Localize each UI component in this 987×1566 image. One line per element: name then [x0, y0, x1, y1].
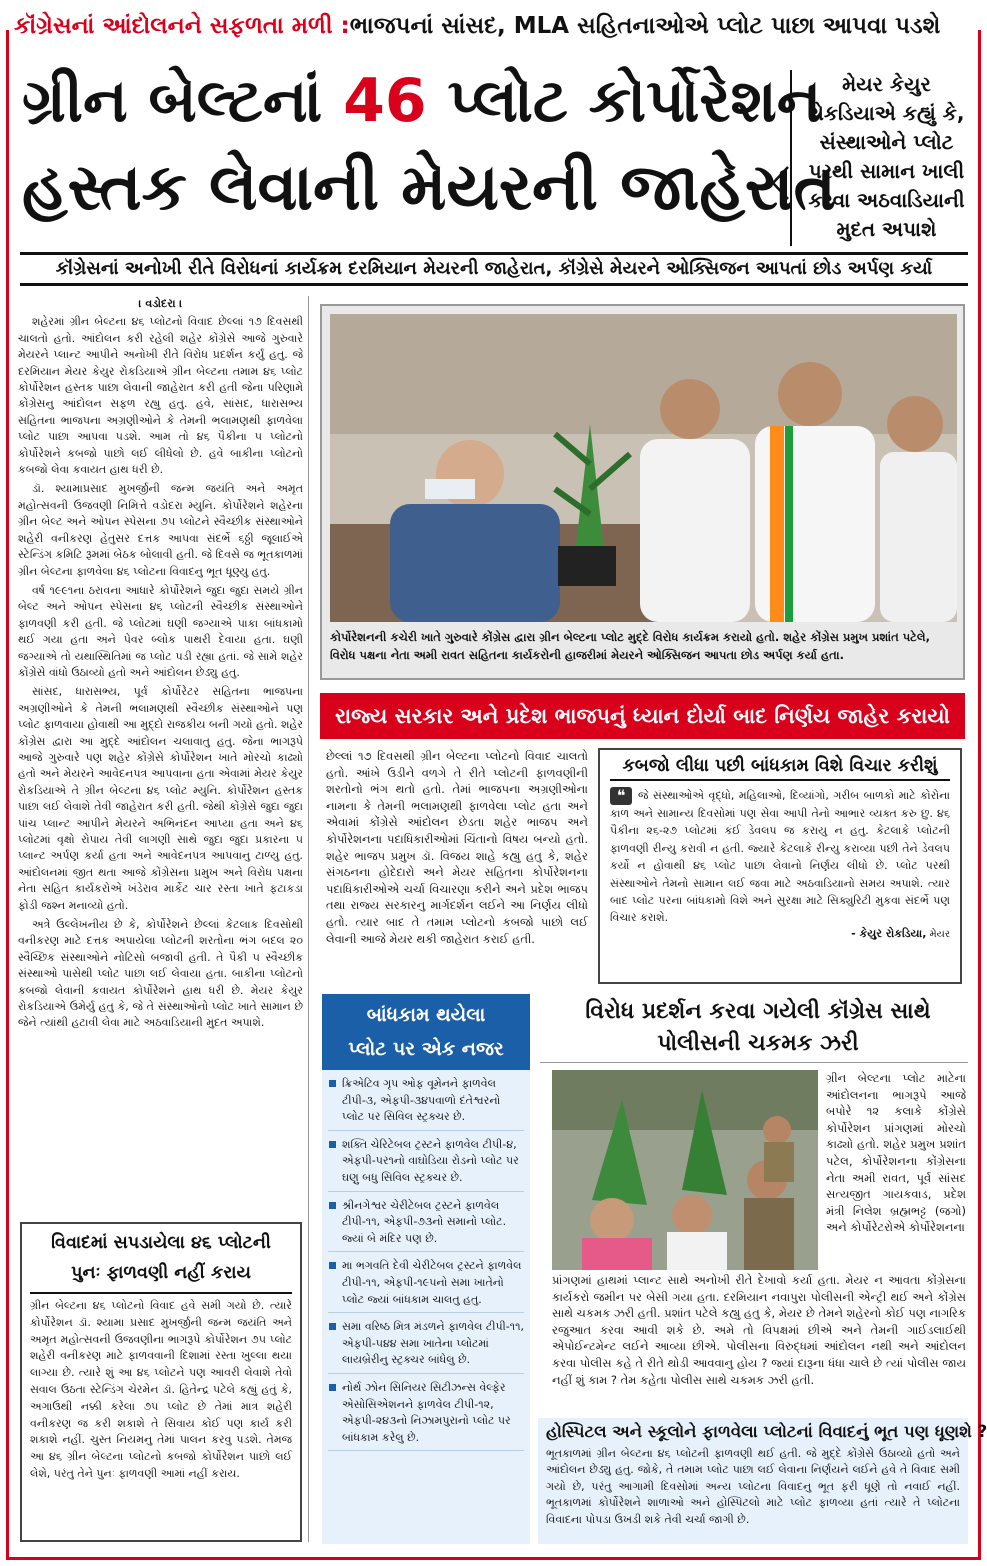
headline-line1 — [22, 62, 822, 140]
list-item: નોર્થ ઝોન સિનિયર સિટીઝન્સ વેલ્ફેર એસોસિએશનને ફાળવેલ ટીપી-૧૨, એફપી-૨૪૩નો નિઝામપુરાનો પ્લોટ પર બાંધકામ કરેલુ છે. — [328, 1380, 524, 1451]
list-item: શ્રીનગેશ્વર ચેરીટેબલ ટ્રસ્ટને ફાળવેલ ટીપી-૧૧, એફપી-૭૩નો સમાનો પ્લોટ. જ્યાં બે મંદિર પણ છે. — [328, 1198, 524, 1253]
kicker-line — [8, 4, 980, 48]
main-paragraph: શહેરમાં ગ્રીન બેલ્ટના ૪૬ પ્લોટનો વિવાદ છેલ્લાં ૧૭ દિવસથી ચાલતો હતો. આંદોલન કરી રહેલી શહેર કોંગ્રેસે આજે ગુરુવારે મેયરને પ્લાન્ટ આપીને અનોખી રીતે વિરોધ પ્રદર્શન કર્યું હતુ. જે દરમિયાન મેયર કેયુર રોકડિયાએ ગ્રીન બેલ્ટના તમામ ૪૬ પ્લોટ કોર્પોરેશન હસ્તક પાછા લેવાની જાહેરાત કરી હતી જેના પરિણામે કોંગ્રેસનુ આંદોલન સફળ રહ્યુ હતુ. હવે, સાંસદ, ધારાસભ્ય સહિતના ભાજપના અગ્રણીઓને કે તેમની ભલામણથી ફાળવેલા પ્લોટ પાછા આપવા પડશે. આમ તો ૪૬ પૈકીના ૫ પ્લોટનો કોર્પોરેશને કબજો પાછો લઈ લીધેલો છે. હવે બાકીના પ્લોટનો કબજો લેવા કવાયત હાથ ધરી છે. — [18, 315, 303, 477]
chevron-left-icon — [770, 165, 790, 201]
mayor-side-note: મેયર કેયુર રોકડિયાએ કહ્યું કે, સંસ્થાઓને પ્લોટ પરથી સામાન ખાલી કરવા અઠવાડિયાની મુદત અપાશે — [790, 70, 975, 246]
protest-divider — [540, 1062, 968, 1063]
hospital-box-title: હોસ્પિટલ અને સ્કૂલોને ફાળવેલા પ્લોટનાં વિવાદનું ભૂત પણ ધૂણશે ? — [546, 1422, 987, 1441]
quote-box — [598, 748, 962, 984]
hospital-box-body: ભૂતકાળમાં ગ્રીન બેલ્ટના ૪૬ પ્લોટની ફાળવણી થઈ હતી. જે મુદ્દે કોંગ્રેસે ઉઠાવ્યો હતો અને આંદોલન છેડ્યુ હતુ. જોકે, તે તમામ પ્લોટ પાછા લઈ લેવાના નિર્ણયને લઈને હવે તે વિવાદ સમી ગયો છે, પરંતુ આગામી દિવસોમાં અન્ય પ્લોટના વિવાદનુ ભૂત ફરી ધૂણે તો નવાઈ નહીં. ભૂતકાળમાં કોર્પોરેશને શાળાઓ અને હોસ્પિટલો માટે પ્લોટ ફાળવ્યા હતાં ત્યારે તે પ્લોટના વિવાદના પોપડા ઉખડી શકે તેવી ચર્ચા જાગી છે. — [546, 1447, 960, 1526]
dispute-box-title — [30, 1228, 292, 1288]
headline-line2: હસ્તક લેવાની મેયરની જાહેરાત — [22, 151, 837, 225]
construction-title-line2: પ્લોટ પર એક નજર — [348, 1038, 504, 1060]
construction-list — [322, 1070, 530, 1544]
hospital-box — [538, 1418, 987, 1544]
main-paragraph: સાંસદ, ધારાસભ્ય, પૂર્વ કોર્પોરેટર સહિતના ભાજપના અગ્રણીઓને કે તેમની ભલામણથી સ્વૈચ્છીક સંસ્થાઓને પણ પ્લોટ ફાળવાયા હોવાથી આ મુદ્દો રાજકીય બની ગયો હતો. શહેર કોંગ્રેસ દ્વારા આ મુદ્દે આંદોલન ચલાવાતુ હતુ. જેના ભાગરૂપે આજે ગુરુવારે પણ શહેર કોંગ્રેસે કોર્પોરેશન ખાતે મોરચો કાઢ્યો હતો અને મેયરને આવેદનપત્ર આપવાના હતા એવામાં મેયર કેયુર રોકડિયાએ તે ગ્રીન બેલ્ટના ૪૬ પ્લોટ મ્યુનિ. કોર્પોરેશન હસ્તક પાછા લઈ લેવાશે તેવી જાહેરાત કરી હતી. જેથી કોંગ્રેસે જુદા જુદા પાંચ પ્લાન્ટ આપીને મેયરને અભિનંદન આપ્યા હતા અને ૪૬ પ્લોટમાં વૃક્ષો રોપાય તેવી લાગણી સાથે જુદા જુદા પ્રકારના ૫ પ્લાન્ટ અર્પણ કર્યા હતા અને આવેદનપત્ર આપવાનુ ટાળ્યુ હતુ. આંદોલનમાં જીત થતા આજે કોંગ્રેસના પ્રમુખ અને વિરોધ પક્ષના નેતા સહિત કાર્યકરોએ ખંડેરાવ માર્કેટ ચાર રસ્તા ખાતે ફટાકડા ફોડી જશ્ન મનાવ્યો હતો. — [18, 685, 303, 912]
headline-number: 46 — [343, 66, 427, 136]
state-story: છેલ્લાં ૧૭ દિવસથી ગ્રીન બેલ્ટના પ્લોટનો વિવાદ ચાલતો હતો. આંખે ઉડીને વળગે તે રીતે પ્લોટની ફાળવણીની શરતોનો ભંગ થતો હતો. તેમાં ભાજપના અગ્રણીઓના નામના કે તેમની ભલામણથી ફાળવેલા પ્લોટ હતા અને એવામાં કોંગ્રેસે આંદોલન છેડતા શહેર ભાજપ અને કોર્પોરેશનના પદાધિકારીઓમાં ચિંતાનો વિષય બન્યો હતો. શહેર ભાજપ પ્રમુખ ડૉ. વિજય શાહે કહ્યુ હતુ કે, શહેર સંગઠનના હોદેદારો અને મેયર સહિતના કોર્પોરેશનના પદાધિકારીઓએ ચર્ચા વિચારણા કરીને અને પ્રદેશ ભાજપ તથા રાજ્ય સરકારનુ માર્ગદર્શન લઈને આ નિર્ણય લીધો હતો. ત્યાર બાદ તે તમામ પ્લોટનો કબજો પાછો લઈ લેવાની આજે મેયર થકી જાહેરાત કરાઈ હતી. — [326, 749, 588, 946]
protest-text-right: ગ્રીન બેલ્ટના પ્લોટ માટેના આંદોલનના ભાગરૂપે આજે બપોરે ૧૨ કલાકે કોંગ્રેસે કોર્પોરેશન પ્રાંગણમાં મોરચો કાઢ્યો હતો. શહેર પ્રમુખ પ્રશાંત પટેલ, કોર્પોરેશનના કોંગ્રેસના નેતા અમી રાવત, પૂર્વ સાંસદ સત્યજીત ગાયકવાડ, પ્રદેશ મંત્રી નિલેશ બ્રહ્મભટ્ટ (જગો) અને કોર્પોરેટરોએ કોર્પોરેશનના — [826, 1071, 966, 1235]
protest-headline — [548, 996, 968, 1062]
dispute-box-body: ગ્રીન બેલ્ટના ૪૬ પ્લોટનો વિવાદ હવે સમી ગયો છે. ત્યારે કોર્પોરેશન ડૉ. શ્યામા પ્રસાદ મુખર્જીની જન્મ જયંતિ અને અમૃત મહોત્સવની ઉજવણીના ભાગરૂપે કોર્પોરેશન ૭૫ પ્લોટ શહેરી વનીકરણ માટે ફાળવવાની દિશામાં રસ્તા ખુલ્લા થયા લાગ્યા છે. ત્યારે શું આ ૪૬ પ્લોટને પણ આવરી લેવાશે તેવો સવાલ ઉઠતા સ્ટેન્ડિંગ ચેરમેન ડૉ. હિતેન્દ્ર પટેલે કહ્યું હતું કે, અગાઉથી નક્કી કરેલા ૭૫ પ્લોટ છે તેમાં માત્ર શહેરી વનીકરણ જ કરી શકાશે તે સિવાય કોઈ પણ કાર્ય કરી શકાશે નહીં. ચુસ્ત નિયમનુ તેમાં પાલન કરવુ પડશે. તેમજ આ ૪૬ ગ્રીન બેલ્ટના પ્લોટનો કબજો કોર્પોરેશન પાછો લઈ લેશે, પરંતુ તેને પુનઃ ફાળવણી આમાં નહીં કરાય. — [30, 1292, 292, 1483]
main-paragraph: ડૉ. શ્યામાપ્રસાદ મુખર્જીની જન્મ જયંતિ અને અમૃત મહોત્સવની ઉજવણી નિમિત્તે વડોદરા મ્યુનિ. કોર્પોરેશને શહેરના ગ્રીન બેલ્ટ અને ઓપન સ્પેસના ૭૫ પ્લોટને સ્વૈચ્છીક સંસ્થાઓને શહેરી વનીકરણ હેતુસર દત્તક આપવા સંદર્ભે ૬ઠ્ઠી જૂલાઈએ સ્ટેન્ડિંગ કમિટિ રૂમમાં બેઠક બોલાવી હતી. જે દિવસે જ ભૂતકાળમાં ગ્રીન બેલ્ટના ફાળવેલા ૪૬ પ્લોટના વિવાદનુ ભૂત ધૂણ્યુ હતુ. — [18, 482, 303, 578]
red-banner: રાજ્ય સરકાર અને પ્રદેશ ભાજપનું ધ્યાન દોર્યા બાદ નિર્ણય જાહેર કરાયો — [320, 693, 965, 739]
construction-box-title — [322, 994, 530, 1070]
subheadline: કૉંગ્રેસનાં અનોખી રીતે વિરોધનાં કાર્યક્રમ દરમિયાન મેયરની જાહેરાત, કૉંગ્રેસે મેયરને ઓક્સિજન આપતાં છોડ અર્પણ કર્યા — [20, 252, 968, 286]
protest-title-line1: વિરોધ પ્રદર્શન કરવા ગયેલી કૉંગ્રેસ સાથે — [585, 999, 931, 1024]
construction-title-line1: બાંધકામ થયેલા — [366, 1004, 486, 1026]
main-photo-box — [320, 304, 965, 680]
main-photo — [330, 314, 957, 622]
protest-title-line2: પોલીસની ચકમક ઝરી — [657, 1031, 859, 1056]
list-item: મા ભગવતિ દેવી ચેરીટેબલ ટ્રસ્ટને ફાળવેલ ટીપી-૧૧, એફપી-૧૯૫નો સમા ખાતેનો પ્લોટ જ્યાં બાંધકામ ચાલતુ હતુ. — [328, 1258, 524, 1313]
photo-caption: કોર્પોરેશનની કચેરી ખાતે ગુરુવારે કોંગ્રેસ દ્વારા ગ્રીન બેલ્ટના પ્લોટ મુદ્દે વિરોધ કાર્યક્રમ કરાયો હતો. શહેર કોંગ્રેસ પ્રમુખ પ્રશાંત પટેલે, વિરોધ પક્ષના નેતા અમી રાવત સહિતના કાર્યકરોની હાજરીમાં મેયરને ઓક્સિજન આપતા છોડ અર્પણ કર્યા હતા. — [330, 630, 930, 662]
kicker-red: કૉંગ્રેસનાં આંદોલનને સફળતા મળી : — [14, 13, 350, 39]
quote-mark-icon: ❝ — [610, 787, 632, 805]
list-item: શક્તિ ચેરિટેબલ ટ્રસ્ટને ફાળવેલ ટીપી-૪, એફપી-પર૧નો વાઘોડિયા રોડનો પ્લોટ પર ઘણુ બધુ સિવિલ સ્ટ્રક્ચર છે. — [328, 1137, 524, 1192]
quote-text: જે સંસ્થાઓએ વૃદ્ધો, મહિલાઓ, દિવ્યાંગો, ગરીબ બાળકો માટે કોરોના કાળ અને સામાન્ય દિવસોમાં પણ સેવા આપી તેનો આભાર વ્યક્ત કરુ છુ. ૪૬ પૈકીના ૨૬-૨૭ પ્લોટમાં કંઈ ડેવલપ જ કરાયુ ન હતુ. કેટલાકે પ્લોટની ફાળવણી રીન્યુ કરાવી ન હતી. જ્યારે કેટલાકે રીન્યુ કરાવ્યા પછી તેને ડેવલપ કર્યો ન હોવાથી ૪૬ પ્લોટ પાછા લેવાનો નિર્ણય લીધો છે. પ્લોટ પરથી સંસ્થાઓને તેમનો સામાન લઈ જવા માટે અઠવાડિયાનો સમય અપાશે. ત્યાર બાદ પ્લોટ પરના બાંધકામો વિશે અને સુરક્ષા માટે સિક્યુરિટી મુકવા સંદર્ભે પણ વિચાર કરાશે. — [610, 789, 950, 925]
main-story — [18, 296, 303, 1216]
dispute-title-line2: પુનઃ ફાળવણી નહીં કરાય — [71, 1263, 251, 1283]
quote-signature — [610, 927, 950, 941]
protest-photo — [552, 1070, 818, 1270]
headline-part1: ગ્રીન બેલ્ટનાં — [22, 66, 344, 136]
main-paragraph: વર્ષ ૧૯૯૧ના ઠરાવના આધારે કોર્પોરેશને જુદા જુદા સમયે ગ્રીન બેલ્ટ અને ઓપન સ્પેસના ૪૬ પ્લોટની સ્વૈચ્છીક સંસ્થાઓને ફાળવણી કરી હતી. જે પ્લોટમાં ઘણી જગ્યાએ પાકા બાંધકામો થઈ ગયા હતા અને પેવર બ્લોક પાથરી દેવાયા હતા. ઘણી જગ્યાએ તો યથાસ્થિતિમાં જ પ્લોટ પડી રહ્યા હતાં. જે સામે શહેર કોંગ્રેસે વાંધો ઉઠાવ્યો હતો અને આંદોલન છેડ્યુ હતુ. — [18, 583, 303, 679]
signature-role: મેયર — [926, 928, 950, 940]
photo-illustration — [330, 314, 957, 622]
list-item: ક્રિએટિવ ગૃપ ઓફ વૂમેનને ફાળવેલ ટીપી-૩, એફપી-૩૪પવાળો દંતેશ્વરનો પ્લોટ પર સિવિલ સ્ટ્રક્ચર છે. — [328, 1076, 524, 1131]
dispute-title-line1: વિવાદમાં સપડાયેલા ૪૬ પ્લોટની — [51, 1233, 271, 1253]
kicker-black: ભાજપનાં સાંસદ, MLA સહિતનાઓએ પ્લોટ પાછા આપવા પડશે — [349, 13, 941, 39]
signature-name: - કેયુર રોકડિયા, — [851, 926, 927, 940]
protest-text-wide: પ્રાંગણમાં હાથમાં પ્લાન્ટ સાથે અનોખી રીતે દેખાવો કર્યા હતા. મેયર ન આવતા કોંગ્રેસના કાર્યકરો જમીન પર બેસી ગયા હતા. દરમિયાન નવાપુરા પોલીસની એન્ટ્રી થઈ અને કોંગ્રેસ સાથે ચકમક ઝરી હતી. પ્રશાંત પટેલે કહ્યુ હતુ કે, મેયર છે તેમને શહેરનો કોઈ પણ નાગરિક રજુઆત કરવા આવી શકે છે. અમે તો વિપક્ષમાં છીએ અને તેમની ગાઈડલાઈથી એપોઈન્ટમેન્ટ લઈને આવ્યા છીએ. પોલીસના વિરુદ્ધમાં આંદોલન નથી અને આંદોલન કરવા પોલીસ કહે તે રીતે થોડી આવવાનુ હોય ? જ્યાં દારૂના ધંધા ચાલે છે ત્યાં પોલીસ જાય નહીં શું કામ ? તેમ કહેતા પોલીસ સાથે ચકમક ઝરી હતી. — [552, 1273, 966, 1387]
quote-body — [610, 787, 950, 927]
list-item: સમા વરિષ્ઠ મિત્ર મંડળને ફાળવેલ ટીપી-૧૧, એફપી-૫૪૪ સમા ખાતેના પ્લોટમાં લાયબ્રેરીનુ સ્ટ્રક્ચર બાંધેલુ છે. — [328, 1319, 524, 1374]
dispute-box — [20, 1222, 302, 1542]
protest-photo-illustration — [552, 1070, 818, 1270]
column-divider — [308, 296, 309, 1542]
dateline: । વડોદરા । — [138, 297, 183, 310]
headline-part2: પ્લોટ કોર્પોરેશન — [426, 66, 822, 136]
main-paragraph: અત્રે ઉલ્લેખનીય છે કે, કોર્પોરેશને છેલ્લાં કેટલાક દિવસોથી વનીકરણ માટે દત્તક અપાયેલા પ્લોટની શરતોના ભંગ બદલ ૨૦ સ્વૈચ્છિક સંસ્થાઓને નોટિસો બજાવી હતી. તે પૈકી ૫ સ્વૈચ્છીક સંસ્થાઓ પાસેથી પ્લોટ પાછા લઈ લેવાયા હતા. બાકીના પ્લોટનો કબજો લેવાની કવાયત કોર્પોરેશને હાથ ધરી છે. મેયર કેયુર રોકડિયાએ ઉમેર્યુ હતુ કે, જે તે સંસ્થાઓનો પ્લોટ ખાતે સામાન છે જેને ત્યાંથી હટાવી લેવા માટે અઠવાડિયાની મુદત અપાશે. — [18, 918, 303, 1030]
quote-box-title: કબજો લીધા પછી બાંધકામ વિશે વિચાર કરીશું — [610, 756, 950, 781]
